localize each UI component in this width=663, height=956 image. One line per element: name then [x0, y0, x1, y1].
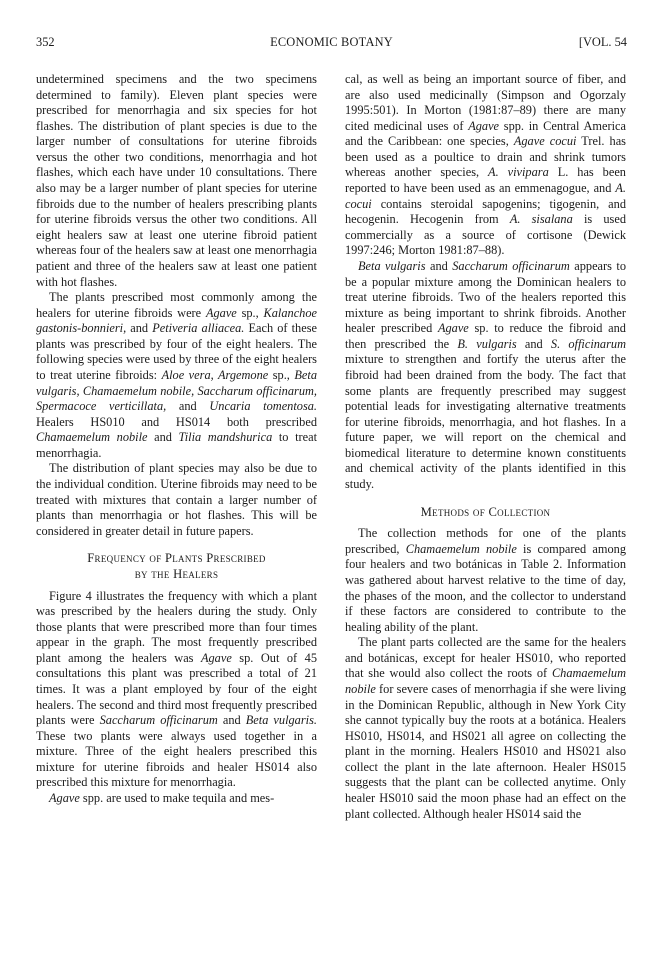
italic-term: Uncaria tomentosa. [209, 399, 318, 414]
italic-term: Agave [205, 305, 237, 320]
section-heading-line: Frequency of Plants Prescribed [87, 551, 266, 566]
italic-term: Aloe vera, Argemone [161, 367, 269, 382]
italic-term: Petiveria alliacea. [152, 321, 245, 336]
right-column [345, 72, 626, 822]
italic-term: Agave [200, 650, 232, 665]
volume-label: [VOL. 54 [578, 35, 627, 49]
running-header [36, 34, 627, 50]
italic-term: A. cocui [345, 181, 626, 211]
italic-term: A. sisalana [509, 212, 573, 227]
italic-term: Agave [437, 321, 469, 336]
paragraph: The collection methods for one of the plants prescribed, Chamaemelum nobile is compared among four healers and two botánicas in Table 2. Information was gathered about harvest relative to the time of day, the phases of the moon, and the collector to understand if these factors are considered to contribute to the healing ability of the plant. [345, 526, 626, 634]
left-column [36, 72, 317, 807]
italic-term: B. vulgaris [457, 336, 517, 351]
italic-term: Agave [49, 791, 80, 806]
italic-term: Saccharum officinarum [99, 713, 218, 728]
paragraph: Figure 4 illustrates the frequency with which a plant was prescribed by the healers during the study. Only those plants that were prescribed more than four times appear in the graph. The most frequently prescribed plant among the healers was Agave sp. Out of 45 consultations this plant was prescribed a total of 21 times. It was a plant employed by four of the eight healers. The second and third most frequently prescribed plants were Saccharum officinarum and Beta vulgaris. These two plants were always used together in a mixture. Three of the eight healers prescribed this mixture for uterine fibroids and healer HS014 also prescribed this mixture for menorrhagia. [36, 588, 317, 790]
paragraph: undetermined specimens and the two specimens determined to family). Eleven plant species were prescribed for menorrhagia and six species for hot flashes. The distribution of plant species is due to the larger number of consultations for uterine fibroids versus the other two conditions, menorrhagia and hot flashes, which each have under 10 consultations. There also may be a larger number of plant species for uterine fibroids due to the number of healers prescribing plants for uterine fibroids versus the other two conditions. All eight healers saw at least one uterine fibroid patient whereas four of the healers saw at least one menorrhagia patient and three of the healers saw at least one patient with hot flashes. [36, 72, 317, 289]
section-heading-line: by the Healers [134, 566, 219, 581]
italic-term: Kalanchoe gastonis-bonnieri, [36, 305, 317, 336]
journal-title: ECONOMIC BOTANY [270, 35, 393, 49]
italic-term: Tilia mandshurica [178, 430, 273, 445]
italic-term: S. officinarum [550, 336, 626, 351]
italic-term: Agave [468, 118, 500, 133]
section-heading [36, 551, 317, 582]
page-number: 352 [36, 35, 55, 49]
italic-term: Saccharum officinarum [452, 258, 570, 273]
paragraph: cal, as well as being an important source of fiber, and are also used medicinally (Simpson and Ogorzaly 1995:501). In Morton (1981:87–89) there are many cited medicinal uses of Agave spp. in Central America and the Caribbean: one species, Agave cocui Trel. has been used as a poultice to drain and shrink tumors whereas another species, A. vivipara L. has been reported to have been used as an emmenagogue, and A. cocui contains steroidal sapogenins; tigogenin, and hecogenin. Hecogenin from A. sisalana is used commercially as a source of cortisone (Dewick 1997:246; Morton 1981:87–88). [345, 72, 626, 258]
paragraph: Agave spp. are used to make tequila and mes- [49, 791, 275, 806]
section-heading-line: Methods of Collection [420, 504, 551, 519]
italic-term: Chamaemelum nobile [36, 430, 148, 445]
italic-term: Beta vulgaris, Chamaemelum nobile, Saccharum officinarum, Spermacoce verticillata, [36, 367, 317, 414]
italic-term: Agave cocui [513, 134, 577, 149]
paragraph: The plant parts collected are the same for the healers and botánicas, except for healer HS010, who reported that she would also collect the roots of Chamaemelum nobile for severe cases of menorrhagia if she were living in the Dominican Republic, although in New York City she cannot typically buy the roots at a botánica. Healers HS010, HS014, and HS021 all agree on collecting the plant in the morning. Healers HS010 and HS021 also collect the plant in the late afternoon. Healer HS015 suggests that the plant can be collected anytime. Only healer HS010 said the moon phase had an effect on the plant collected. Although healer HS014 said the [345, 635, 626, 821]
italic-term: Beta vulgaris. [245, 713, 317, 728]
paragraph: Beta vulgaris and Saccharum officinarum appears to be a popular mixture among the Dominican healers to treat uterine fibroids. Two of the healers reported this mixture as being important to shrink fibroids. Another healer prescribed Agave sp. to reduce the fibroid and then prescribed the B. vulgaris and S. officinarum mixture to strengthen and fortify the uterus after the fibroid had been drained from the body. The fact that some plants are frequently prescribed may suggest potential leads for investigating alternative treatments for uterine fibroids, menorrhagia, and hot flashes. In a future paper, we will report on the chemical and biomedical literature to determine known constituents and chemical activity of the plants identified in this study. [345, 258, 626, 492]
section-heading [345, 505, 626, 521]
paragraph: The distribution of plant species may also be due to the individual condition. Uterine fibroids may need to be treated with mixtures that contain a larger number of plants than menorrhagia or hot flashes. This will be considered in greater detail in future papers. [36, 461, 317, 538]
paragraph: The plants prescribed most commonly among the healers for uterine fibroids were Agave sp., Kalanchoe gastonis-bonnieri, and Petiveria alliacea. Each of these plants was prescribed by four of the eight healers. The following species were used by three of the eight healers to treat uterine fibroids: Aloe vera, Argemone sp., Beta vulgaris, Chamaemelum nobile, Saccharum officinarum, Spermacoce verticillata, and Uncaria tomentosa. Healers HS010 and HS014 both prescribed Chamaemelum nobile and Tilia mandshurica to treat menorrhagia. [36, 290, 318, 460]
italic-term: Beta vulgaris [358, 258, 426, 273]
italic-term: A. vivipara [488, 165, 549, 180]
italic-term: Chamaemelum nobile [345, 666, 626, 696]
italic-term: Chamaemelum nobile [405, 541, 517, 556]
